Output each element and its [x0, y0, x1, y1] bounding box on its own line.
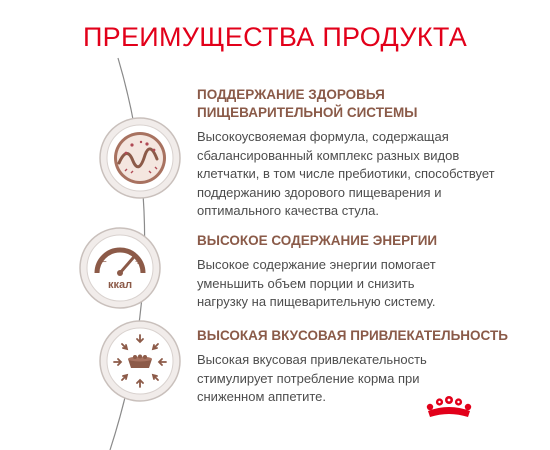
benefit-title-line: ПОДДЕРЖАНИЕ ЗДОРОВЬЯ [197, 87, 385, 102]
energy-gauge-icon [77, 225, 163, 311]
svg-text:−: − [101, 257, 107, 268]
benefit-energy [197, 232, 527, 312]
food-bowl-icon [97, 318, 183, 404]
benefit-digestion [197, 86, 527, 221]
benefit-title [197, 86, 527, 122]
benefit-title-line: ПИЩЕВАРИТЕЛЬНОЙ СИСТЕМЫ [197, 105, 418, 120]
royal-canin-crown-icon [424, 395, 474, 428]
benefit-palatability [197, 327, 527, 407]
page-title: ПРЕИМУЩЕСТВА ПРОДУКТА [82, 22, 468, 52]
svg-text:+: + [135, 257, 141, 268]
kcal-label: ккал [107, 279, 133, 291]
benefit-description: Высокоусвояемая формула, содержащая сбалансированный комплекс разных видов клетчатки, в том числе пребиотики, способствует поддержанию здорового пищеварения и оптимального качества стула. [197, 129, 495, 218]
benefit-title: ВЫСОКАЯ ВКУСОВАЯ ПРИВЛЕКАТЕЛЬНОСТЬ [197, 328, 508, 343]
benefit-description: Высокое содержание энергии помогает уменьшить объем порции и снизить нагрузку на пищеварительную систему. [197, 257, 436, 309]
digestion-icon [97, 115, 183, 201]
benefit-title: ВЫСОКОЕ СОДЕРЖАНИЕ ЭНЕРГИИ [197, 233, 438, 248]
benefit-description: Высокая вкусовая привлекательность стимулирует потребление корма при сниженном аппетите. [197, 352, 427, 404]
